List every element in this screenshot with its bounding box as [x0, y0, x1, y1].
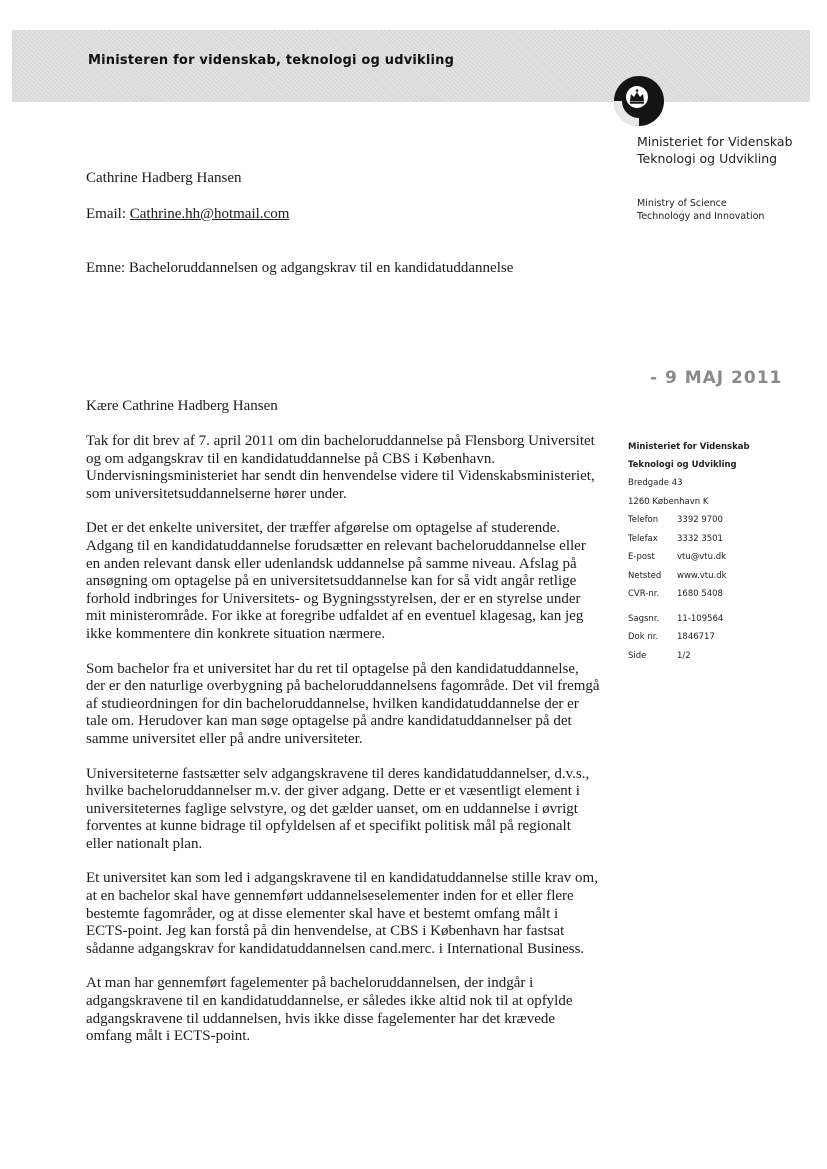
- email-link[interactable]: Cathrine.hh@hotmail.com: [129, 206, 290, 222]
- subject-line: Emne: Bacheloruddannelsen og adgangskrav til en kandidatuddannelse: [86, 260, 514, 276]
- body-paragraph: Universiteterne fastsætter selv adgangskravene til deres kandidatuddannelser, d.v.s., hvilke bacheloruddannelser m.v. der giver adgang. Dette er et væsentligt element i universiteternes faglige selvstyre, og det gælder uanset, om en uddannelse i øvrigt forventes at kunne bidrage til opfyldelsen af et specifikt politisk mål på regionalt eller nationalt plan.: [86, 765, 590, 852]
- salutation: Kære Cathrine Hadberg Hansen: [86, 398, 278, 414]
- contact-row: E-post vtu@vtu.dk: [628, 552, 727, 562]
- body-paragraph: Et universitet kan som led i adgangskravene til en kandidatuddannelse stille krav om, at en bachelor skal have gennemført uddannelseselementer inden for et eller flere bestemte fagområder, og at disse elementer skal have et bestemt omfang målt i ECTS-point. Jeg kan forstå på din henvendelse, at CBS i København har fastsat sådanne adgangskrav for kandidatuddannelsen cand.merc. i International Business.: [86, 870, 598, 957]
- reference-row: Side 1/2: [628, 650, 691, 661]
- sidebar-ministry-name: Ministeriet for Videnskab: [628, 442, 750, 452]
- body-paragraph: At man har gennemført fagelementer på bacheloruddannelsen, der indgår i adgangskravene til en kandidatuddannelse, er således ikke altid nok til at opfylde adgangskravene til uddannelsen, hvis ikke disse fagelementer har det krævede omfang målt i ECTS-point.: [86, 975, 573, 1045]
- contact-row: CVR-nr. 1680 5408: [628, 589, 723, 599]
- reference-row: Dok nr. 1846717: [628, 632, 715, 642]
- sidebar-city: 1260 København K: [628, 496, 709, 507]
- body-paragraph: Som bachelor fra et universitet har du ret til optagelse på den kandidatuddannelse, der er den naturlige overbygning på bacheloruddannelsens fagområde. Det vil fremgå af studieordningen for din bacheloruddannelse, hvilken kandidatuddannelse der er tale om. Herudover kan man søge optagelse på andre kandidatuddannelser på det samme universitet eller på andre universiteter.: [86, 660, 600, 747]
- recipient-name: Cathrine Hadberg Hansen: [86, 170, 242, 186]
- ministry-name-danish: Ministeriet for Videnskab Teknologi og Udvikling: [637, 134, 793, 166]
- sidebar-street: Bredgade 43: [628, 478, 683, 488]
- letterhead-title: Ministeren for videnskab, teknologi og udvikling: [88, 53, 455, 68]
- contact-row: Telefon 3392 9700: [628, 515, 723, 525]
- crown-logo-icon: [612, 74, 666, 128]
- body-paragraph: Tak for dit brev af 7. april 2011 om din bacheloruddannelse på Flensborg Universitet og om adgangskrav til en kandidatuddannelse på CBS i København. Undervisningsministeriet har sendt din henvendelse videre til Videnskabsministeriet, som universitetsuddannelserne hører under.: [86, 433, 595, 502]
- contact-row: Netsted www.vtu.dk: [628, 570, 727, 581]
- ministry-name-english: Ministry of Science Technology and Innovation: [637, 198, 765, 222]
- date-stamp: - 9 MAJ 2011: [650, 368, 783, 388]
- body-paragraph: Det er det enkelte universitet, der træffer afgørelse om optagelse af studerende. Adgang til en kandidatuddannelse forudsætter en relevant bacheloruddannelse eller en anden relevant dansk eller udenlandsk uddannelse på samme niveau. Afslag på ansøgning om optagelse på en universitetsuddannelse kan for så vidt angår retlige forhold indbringes for Universitets- og Bygningsstyrelsen, der er en styrelse under mit ministerområde. For ikke at foregribe udfaldet af en eventuel klagesag, kan jeg ikke kommentere din konkrete situation nærmere.: [86, 520, 586, 642]
- recipient-email: [86, 206, 289, 223]
- contact-row: Telefax 3332 3501: [628, 533, 723, 544]
- letter-body: [86, 433, 601, 1063]
- ministry-contact-sidebar: [628, 438, 808, 665]
- sidebar-ministry-name: Teknologi og Udvikling: [628, 460, 737, 470]
- email-label: Email:: [86, 206, 126, 222]
- reference-row: Sagsnr. 11-109564: [628, 613, 724, 624]
